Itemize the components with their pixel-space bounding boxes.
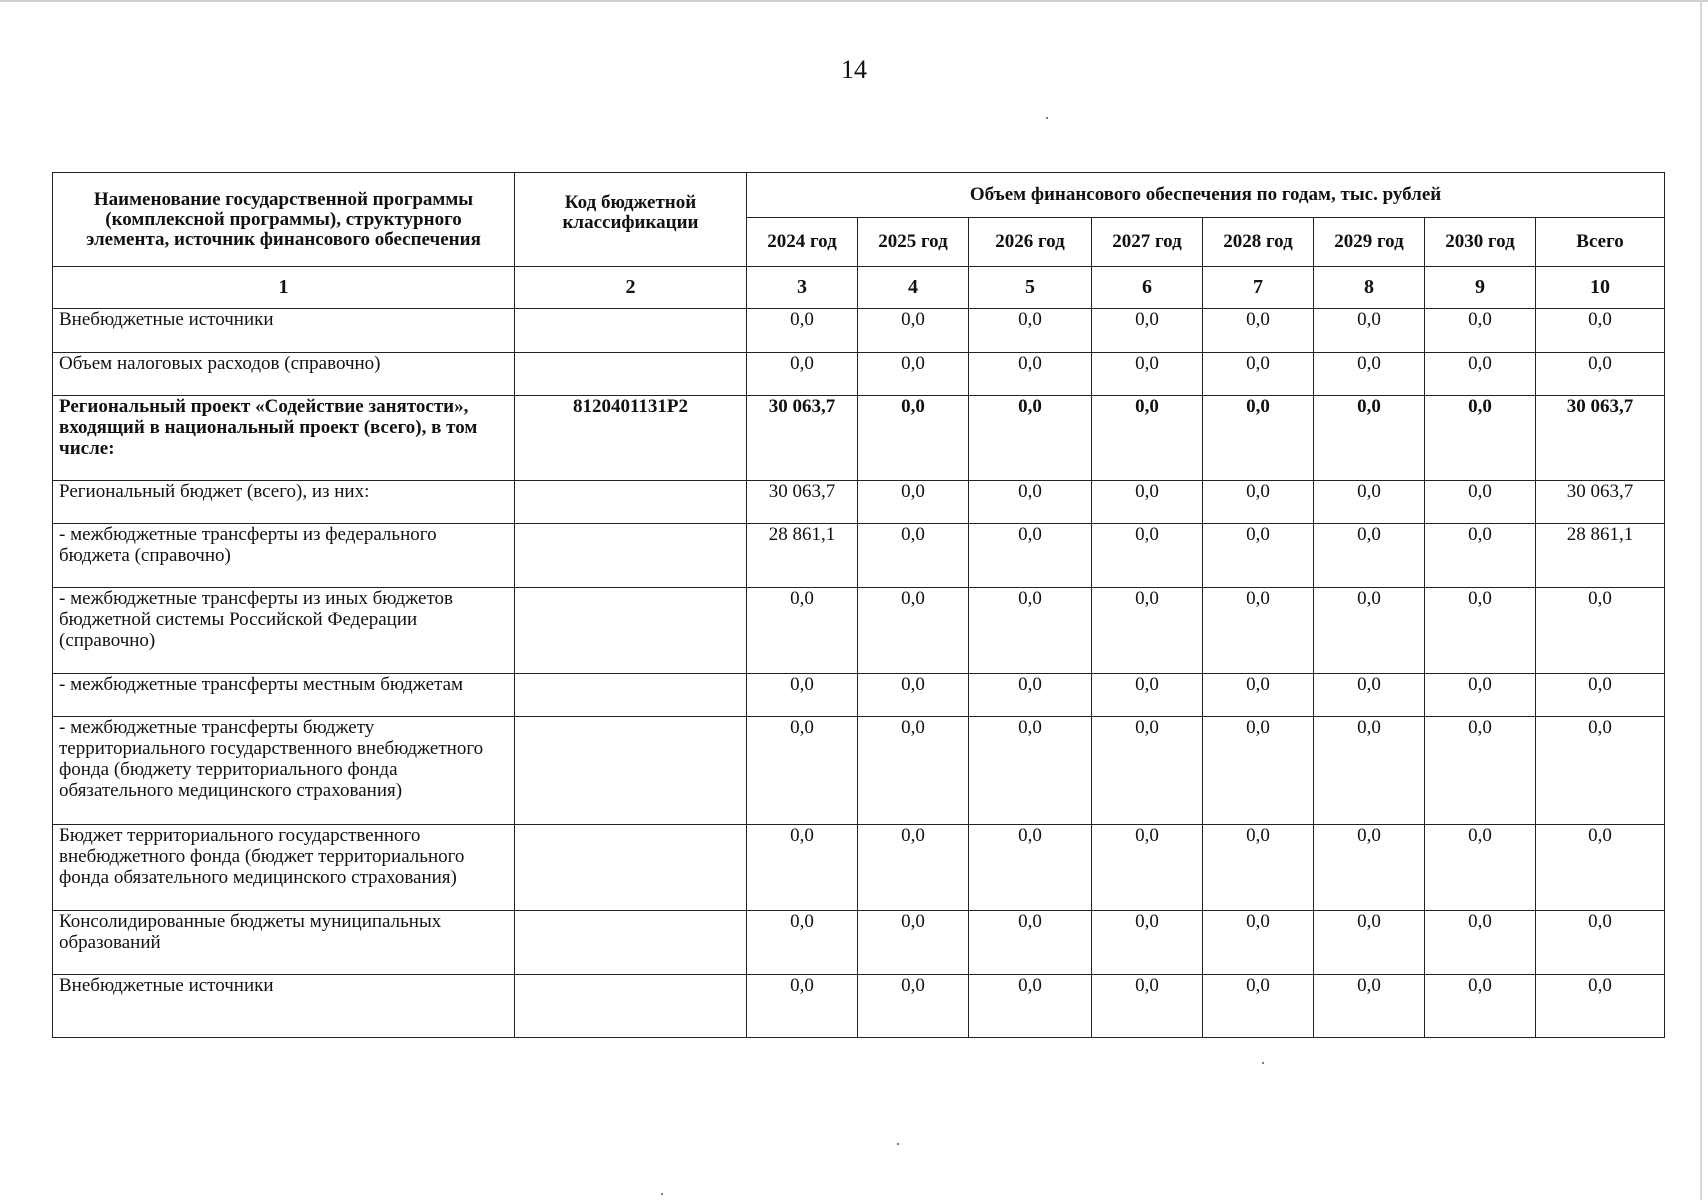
value-cell: 0,0 bbox=[969, 524, 1092, 588]
row-code bbox=[515, 524, 747, 588]
value-cell: 0,0 bbox=[747, 717, 858, 825]
value-cell: 0,0 bbox=[858, 481, 969, 524]
total-cell: 30 063,7 bbox=[1536, 481, 1665, 524]
value-cell: 0,0 bbox=[1203, 524, 1314, 588]
row-code bbox=[515, 309, 747, 353]
table-row bbox=[53, 481, 1665, 524]
value-cell: 0,0 bbox=[858, 396, 969, 481]
value-cell: 0,0 bbox=[1203, 911, 1314, 975]
value-cell: 0,0 bbox=[1425, 717, 1536, 825]
value-cell: 0,0 bbox=[747, 588, 858, 674]
value-cell: 0,0 bbox=[1314, 975, 1425, 1038]
value-cell: 0,0 bbox=[1425, 524, 1536, 588]
row-code bbox=[515, 911, 747, 975]
row-name: Объем налоговых расходов (справочно) bbox=[53, 353, 515, 396]
value-cell: 0,0 bbox=[1203, 309, 1314, 353]
value-cell: 0,0 bbox=[1314, 674, 1425, 717]
value-cell: 0,0 bbox=[1092, 396, 1203, 481]
value-cell: 0,0 bbox=[969, 911, 1092, 975]
value-cell: 0,0 bbox=[1314, 396, 1425, 481]
row-name: - межбюджетные трансферты из федерального бюджета (справочно) bbox=[53, 524, 515, 588]
value-cell: 0,0 bbox=[969, 588, 1092, 674]
row-name: Бюджет территориального государственного внебюджетного фонда (бюджет территориального фонда обязательного медицинского страхования) bbox=[53, 825, 515, 911]
column-number: 8 bbox=[1314, 267, 1425, 309]
row-name: Внебюджетные источники bbox=[53, 975, 515, 1038]
column-number: 5 bbox=[969, 267, 1092, 309]
value-cell: 0,0 bbox=[1314, 717, 1425, 825]
table-row bbox=[53, 524, 1665, 588]
value-cell: 0,0 bbox=[1092, 717, 1203, 825]
value-cell: 0,0 bbox=[1314, 911, 1425, 975]
value-cell: 0,0 bbox=[1203, 481, 1314, 524]
value-cell: 0,0 bbox=[969, 353, 1092, 396]
value-cell: 0,0 bbox=[1092, 911, 1203, 975]
value-cell: 0,0 bbox=[858, 674, 969, 717]
column-number: 9 bbox=[1425, 267, 1536, 309]
value-cell: 0,0 bbox=[1425, 975, 1536, 1038]
total-cell: 0,0 bbox=[1536, 975, 1665, 1038]
column-numbers-row bbox=[53, 267, 1665, 309]
header-year-2030: 2030 год bbox=[1425, 218, 1536, 267]
value-cell: 0,0 bbox=[969, 825, 1092, 911]
column-number: 3 bbox=[747, 267, 858, 309]
table-row bbox=[53, 717, 1665, 825]
table-row bbox=[53, 309, 1665, 353]
table-row bbox=[53, 674, 1665, 717]
value-cell: 28 861,1 bbox=[747, 524, 858, 588]
total-cell: 0,0 bbox=[1536, 353, 1665, 396]
value-cell: 0,0 bbox=[858, 353, 969, 396]
row-code bbox=[515, 975, 747, 1038]
value-cell: 0,0 bbox=[747, 825, 858, 911]
column-number: 4 bbox=[858, 267, 969, 309]
header-year-2024: 2024 год bbox=[747, 218, 858, 267]
value-cell: 0,0 bbox=[1203, 975, 1314, 1038]
table-row bbox=[53, 975, 1665, 1038]
scan-speck bbox=[661, 1193, 663, 1195]
value-cell: 0,0 bbox=[858, 524, 969, 588]
value-cell: 0,0 bbox=[1425, 911, 1536, 975]
row-name: - межбюджетные трансферты из иных бюджетов бюджетной системы Российской Федерации (справочно) bbox=[53, 588, 515, 674]
row-name: - межбюджетные трансферты бюджету территориального государственного внебюджетного фонда (бюджету территориального фонда обязательного медицинского страхования) bbox=[53, 717, 515, 825]
value-cell: 0,0 bbox=[1092, 674, 1203, 717]
value-cell: 0,0 bbox=[1203, 588, 1314, 674]
row-name: Внебюджетные источники bbox=[53, 309, 515, 353]
value-cell: 0,0 bbox=[1314, 309, 1425, 353]
value-cell: 0,0 bbox=[747, 353, 858, 396]
value-cell: 0,0 bbox=[969, 674, 1092, 717]
header-year-2028: 2028 год bbox=[1203, 218, 1314, 267]
total-cell: 28 861,1 bbox=[1536, 524, 1665, 588]
row-code bbox=[515, 588, 747, 674]
value-cell: 0,0 bbox=[969, 481, 1092, 524]
column-number: 7 bbox=[1203, 267, 1314, 309]
value-cell: 0,0 bbox=[1092, 481, 1203, 524]
table-row-project bbox=[53, 396, 1665, 481]
value-cell: 0,0 bbox=[747, 674, 858, 717]
total-cell: 0,0 bbox=[1536, 309, 1665, 353]
header-volume: Объем финансового обеспечения по годам, тыс. рублей bbox=[747, 173, 1665, 218]
table-row bbox=[53, 825, 1665, 911]
value-cell: 0,0 bbox=[1203, 396, 1314, 481]
value-cell: 0,0 bbox=[969, 396, 1092, 481]
value-cell: 0,0 bbox=[858, 588, 969, 674]
value-cell: 0,0 bbox=[1203, 353, 1314, 396]
value-cell: 0,0 bbox=[1425, 588, 1536, 674]
header-year-2029: 2029 год bbox=[1314, 218, 1425, 267]
table-row bbox=[53, 911, 1665, 975]
row-name: - межбюджетные трансферты местным бюджетам bbox=[53, 674, 515, 717]
row-code bbox=[515, 717, 747, 825]
value-cell: 0,0 bbox=[1092, 353, 1203, 396]
value-cell: 0,0 bbox=[969, 975, 1092, 1038]
row-code bbox=[515, 825, 747, 911]
row-code: 8120401131Р2 bbox=[515, 396, 747, 481]
scan-speck bbox=[897, 1143, 899, 1145]
table-row bbox=[53, 588, 1665, 674]
total-cell: 30 063,7 bbox=[1536, 396, 1665, 481]
value-cell: 0,0 bbox=[969, 717, 1092, 825]
row-name: Консолидированные бюджеты муниципальных образований bbox=[53, 911, 515, 975]
value-cell: 0,0 bbox=[1314, 524, 1425, 588]
value-cell: 0,0 bbox=[1092, 524, 1203, 588]
row-name: Региональный бюджет (всего), из них: bbox=[53, 481, 515, 524]
value-cell: 0,0 bbox=[1425, 481, 1536, 524]
header-year-2027: 2027 год bbox=[1092, 218, 1203, 267]
header-year-2025: 2025 год bbox=[858, 218, 969, 267]
value-cell: 0,0 bbox=[1425, 353, 1536, 396]
value-cell: 0,0 bbox=[1314, 588, 1425, 674]
total-cell: 0,0 bbox=[1536, 825, 1665, 911]
value-cell: 30 063,7 bbox=[747, 396, 858, 481]
value-cell: 0,0 bbox=[1425, 674, 1536, 717]
value-cell: 0,0 bbox=[1203, 825, 1314, 911]
column-number: 10 bbox=[1536, 267, 1665, 309]
page-right-edge bbox=[1700, 0, 1702, 1200]
value-cell: 0,0 bbox=[858, 911, 969, 975]
header-total: Всего bbox=[1536, 218, 1665, 267]
value-cell: 0,0 bbox=[1314, 481, 1425, 524]
page-number: 14 bbox=[841, 55, 867, 84]
column-number: 2 bbox=[515, 267, 747, 309]
value-cell: 0,0 bbox=[747, 975, 858, 1038]
value-cell: 0,0 bbox=[858, 825, 969, 911]
table-row bbox=[53, 353, 1665, 396]
total-cell: 0,0 bbox=[1536, 588, 1665, 674]
total-cell: 0,0 bbox=[1536, 717, 1665, 825]
value-cell: 0,0 bbox=[1092, 588, 1203, 674]
value-cell: 0,0 bbox=[1092, 309, 1203, 353]
scan-speck bbox=[1262, 1062, 1264, 1064]
value-cell: 0,0 bbox=[858, 975, 969, 1038]
value-cell: 0,0 bbox=[1425, 309, 1536, 353]
total-cell: 0,0 bbox=[1536, 911, 1665, 975]
value-cell: 0,0 bbox=[747, 911, 858, 975]
financing-table bbox=[52, 172, 1665, 1038]
value-cell: 0,0 bbox=[1425, 396, 1536, 481]
value-cell: 30 063,7 bbox=[747, 481, 858, 524]
column-number: 1 bbox=[53, 267, 515, 309]
value-cell: 0,0 bbox=[1314, 825, 1425, 911]
row-name: Региональный проект «Содействие занятости», входящий в национальный проект (всего), в том числе: bbox=[53, 396, 515, 481]
value-cell: 0,0 bbox=[1203, 717, 1314, 825]
value-cell: 0,0 bbox=[1425, 825, 1536, 911]
value-cell: 0,0 bbox=[858, 309, 969, 353]
scan-speck bbox=[1046, 117, 1048, 119]
value-cell: 0,0 bbox=[1092, 825, 1203, 911]
total-cell: 0,0 bbox=[1536, 674, 1665, 717]
value-cell: 0,0 bbox=[747, 309, 858, 353]
row-code bbox=[515, 481, 747, 524]
value-cell: 0,0 bbox=[1092, 975, 1203, 1038]
value-cell: 0,0 bbox=[1203, 674, 1314, 717]
value-cell: 0,0 bbox=[969, 309, 1092, 353]
value-cell: 0,0 bbox=[858, 717, 969, 825]
header-year-2026: 2026 год bbox=[969, 218, 1092, 267]
page-top-edge bbox=[0, 0, 1708, 2]
column-number: 6 bbox=[1092, 267, 1203, 309]
row-code bbox=[515, 353, 747, 396]
value-cell: 0,0 bbox=[1314, 353, 1425, 396]
row-code bbox=[515, 674, 747, 717]
header-code: Код бюджетной классификации bbox=[515, 173, 747, 267]
header-name: Наименование государственной программы (комплексной программы), структурного элемента, источник финансового обеспечения bbox=[53, 173, 515, 267]
